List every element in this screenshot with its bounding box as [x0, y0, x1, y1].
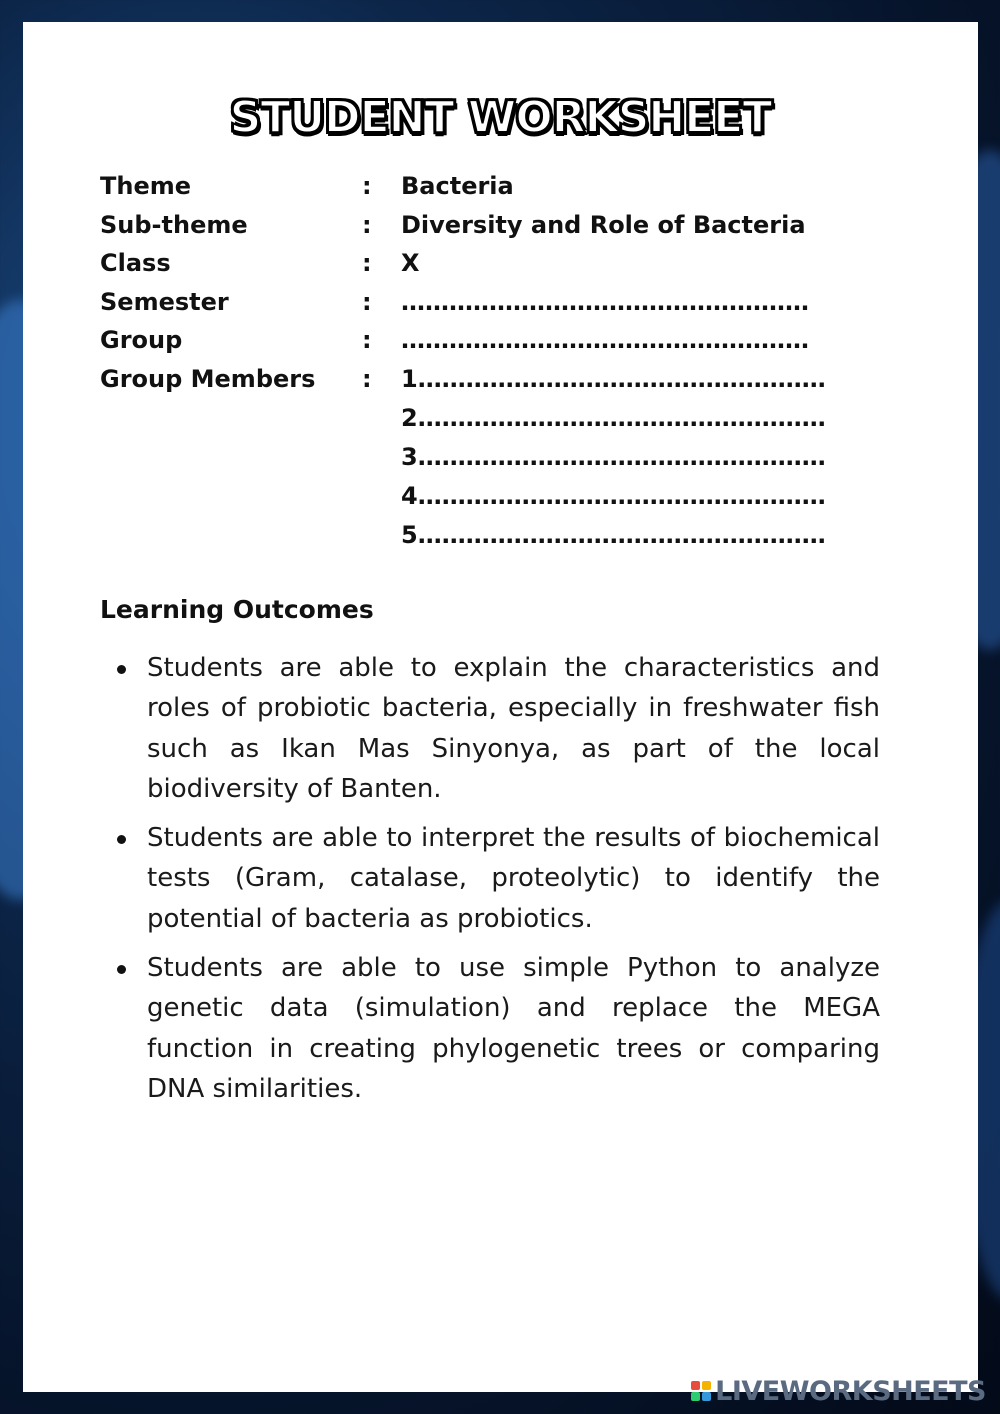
member-row	[100, 443, 860, 482]
info-row-subtheme	[100, 211, 860, 250]
member-row	[100, 404, 860, 443]
liveworksheets-brand[interactable]	[691, 1374, 986, 1408]
info-colon: :	[362, 364, 372, 393]
member-field-5[interactable]: 5……………………………………………	[401, 520, 826, 549]
info-value: Bacteria	[401, 172, 514, 200]
member-field-1[interactable]: 1……………………………………………	[401, 364, 826, 393]
info-label: Theme	[100, 172, 192, 200]
member-field-3[interactable]: 3……………………………………………	[401, 442, 826, 471]
info-colon: :	[362, 287, 372, 316]
info-label: Semester	[100, 287, 229, 316]
info-row-class	[100, 249, 860, 288]
outcome-text: Students are able to use simple Python to analyze genetic data (simulation) and replace the MEGA function in creating phylogenetic trees or comparing DNA similarities.	[147, 953, 880, 1104]
brand-name: LIVEWORKSHEETS	[715, 1375, 986, 1407]
learning-outcomes-list	[100, 648, 880, 1118]
info-row-theme	[100, 172, 860, 211]
info-value: X	[401, 249, 420, 277]
info-label: Group	[100, 326, 183, 354]
liveworksheets-logo-icon	[691, 1381, 711, 1401]
info-colon: :	[362, 326, 372, 354]
member-row	[100, 521, 860, 560]
list-item	[100, 818, 880, 939]
info-label: Group Members	[100, 364, 316, 393]
member-field-4[interactable]: 4……………………………………………	[401, 481, 826, 510]
semester-field[interactable]: ……………………………………………	[401, 287, 809, 316]
outcome-text: Students are able to explain the characteristics and roles of probiotic bacteria, especially in freshwater fish such as Ikan Mas Sinyonya, as part of the local biodiversity of Banten.	[147, 653, 880, 804]
info-row-semester	[100, 288, 860, 327]
member-field-2[interactable]: 2……………………………………………	[401, 403, 826, 432]
group-field[interactable]: ……………………………………………	[401, 326, 809, 354]
info-colon: :	[362, 210, 372, 239]
learning-outcomes-heading: Learning Outcomes	[100, 595, 374, 624]
worksheet-page	[23, 22, 978, 1392]
info-value: Diversity and Role of Bacteria	[401, 210, 806, 239]
info-label: Sub-theme	[100, 210, 248, 239]
info-colon: :	[362, 249, 372, 277]
worksheet-title: STUDENT WORKSHEET	[229, 92, 772, 143]
bullet-icon	[117, 835, 126, 844]
info-label: Class	[100, 249, 171, 277]
bullet-icon	[117, 665, 126, 674]
outcome-text: Students are able to interpret the results of biochemical tests (Gram, catalase, proteolytic) to identify the potential of bacteria as probiotics.	[147, 823, 880, 934]
info-colon: :	[362, 172, 372, 200]
info-table	[100, 172, 860, 560]
list-item	[100, 948, 880, 1109]
bullet-icon	[117, 965, 126, 974]
member-row	[100, 482, 860, 521]
list-item	[100, 648, 880, 809]
info-row-members	[100, 365, 860, 404]
info-row-group	[100, 326, 860, 365]
